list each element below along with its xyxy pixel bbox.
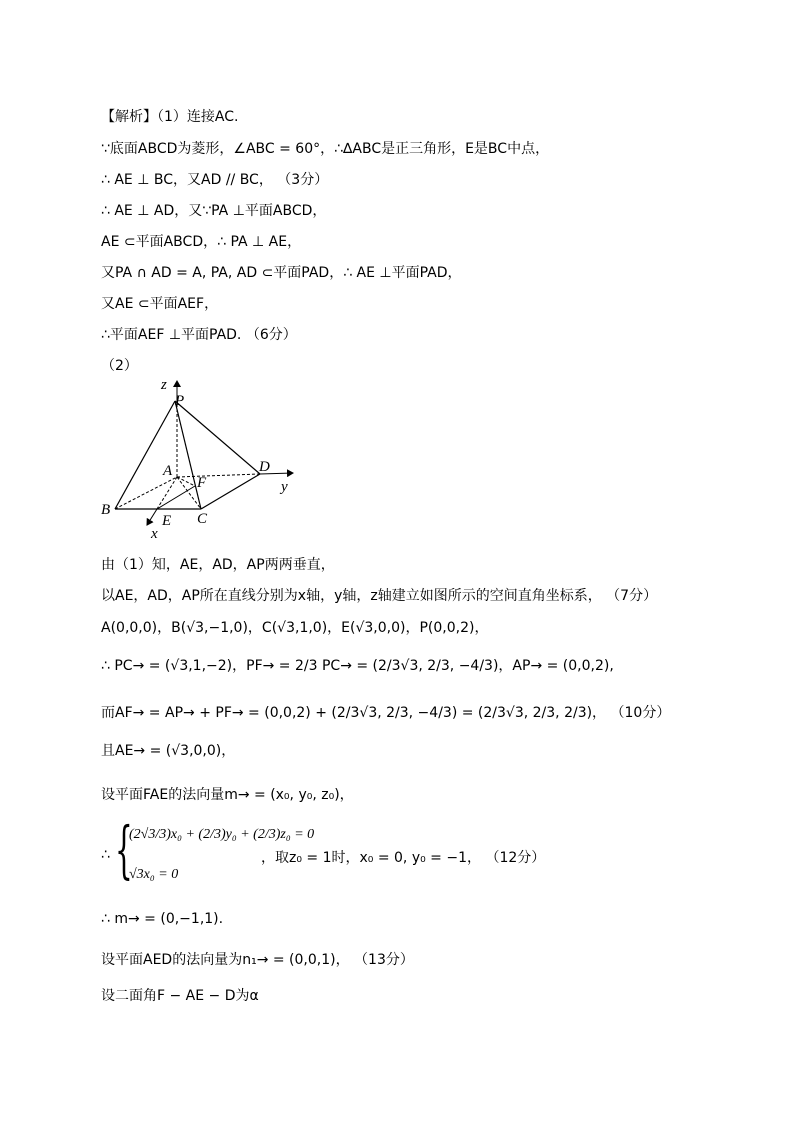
edge-PD	[175, 401, 260, 474]
equation-system	[101, 815, 661, 893]
system-tail: ，取z₀ = 1时，x₀ = 0, y₀ = −1， （12分）	[261, 850, 546, 866]
text-line-1: 【解析】（1）连接AC.	[101, 109, 239, 125]
label-y: y	[281, 479, 288, 495]
text-line-16: 设平面FAE的法向量m→ = (x₀, y₀, z₀)，	[101, 787, 354, 803]
label-P: P	[175, 393, 185, 409]
pyramid-diagram	[95, 373, 305, 545]
text-line-5: AE ⊂平面ABCD，∴ PA ⊥ AE，	[101, 234, 302, 250]
label-z: z	[161, 377, 167, 393]
label-C: C	[197, 511, 208, 527]
edge-AF	[177, 477, 195, 486]
y-axis-dashed	[177, 474, 260, 477]
edge-PC	[175, 401, 201, 509]
text-line-3: ∴ AE ⊥ BC，又AD // BC， （3分）	[101, 172, 329, 188]
text-line-6: 又PA ∩ AD = A, PA, AD ⊂平面PAD，∴ AE ⊥平面PAD，	[101, 265, 462, 281]
pyramid-figure	[95, 373, 305, 545]
label-D: D	[259, 459, 270, 475]
edge-CD	[201, 474, 260, 509]
x-axis-dashed	[157, 477, 177, 509]
text-line-15: 且AE→ = (√3,0,0)，	[101, 743, 236, 759]
label-E: E	[162, 513, 172, 529]
text-line-9: （2）	[101, 358, 138, 374]
therefore-symbol: ∴	[101, 847, 110, 863]
text-line-10: 由（1）知，AE，AD，AP两两垂直，	[101, 557, 335, 573]
x-axis	[147, 509, 157, 525]
text-line-8: ∴平面AEF ⊥平面PAD. （6分）	[101, 327, 297, 343]
text-line-17: ∴ m→ = (0,−1,1).	[101, 911, 224, 927]
text-line-19: 设二面角F − AE − D为α	[101, 988, 259, 1004]
system-row-1: (2√3/3)x₀ + (2/3)y₀ + (2/3)z₀ = 0	[129, 827, 315, 842]
edge-FE	[157, 486, 195, 509]
text-line-7: 又AE ⊂平面AEF，	[101, 296, 219, 312]
left-brace: {	[115, 813, 133, 886]
text-line-4: ∴ AE ⊥ AD，又∵PA ⊥平面ABCD，	[101, 203, 327, 219]
system-row-2: √3x₀ = 0	[129, 867, 179, 882]
text-line-2: ∵底面ABCD为菱形，∠ABC = 60°，∴∆ABC是正三角形，E是BC中点，	[101, 141, 550, 157]
text-line-12: A(0,0,0)，B(√3,−1,0)，C(√3,1,0)，E(√3,0,0)，P(0,0,2)，	[101, 620, 489, 636]
label-B: B	[101, 502, 111, 518]
label-A: A	[163, 463, 173, 479]
text-line-18: 设平面AED的法向量为n₁→ = (0,0,1)， （13分）	[101, 952, 414, 968]
text-line-11: 以AE，AD，AP所在直线分别为x轴，y轴，z轴建立如图所示的空间直角坐标系， （7分）	[101, 588, 658, 604]
text-line-13: ∴ PC→ = (√3,1,−2)，PF→ = 2/3 PC→ = (2/3√3, 2/3, −4/3)，AP→ = (0,0,2),	[101, 658, 614, 674]
edge-PB	[115, 401, 175, 509]
text-line-14: 而AF→ = AP→ + PF→ = (0,0,2) + (2/3√3, 2/3, −4/3) = (2/3√3, 2/3, 2/3)， （10分）	[101, 705, 671, 721]
label-x: x	[151, 526, 158, 542]
label-F: F	[197, 475, 207, 491]
